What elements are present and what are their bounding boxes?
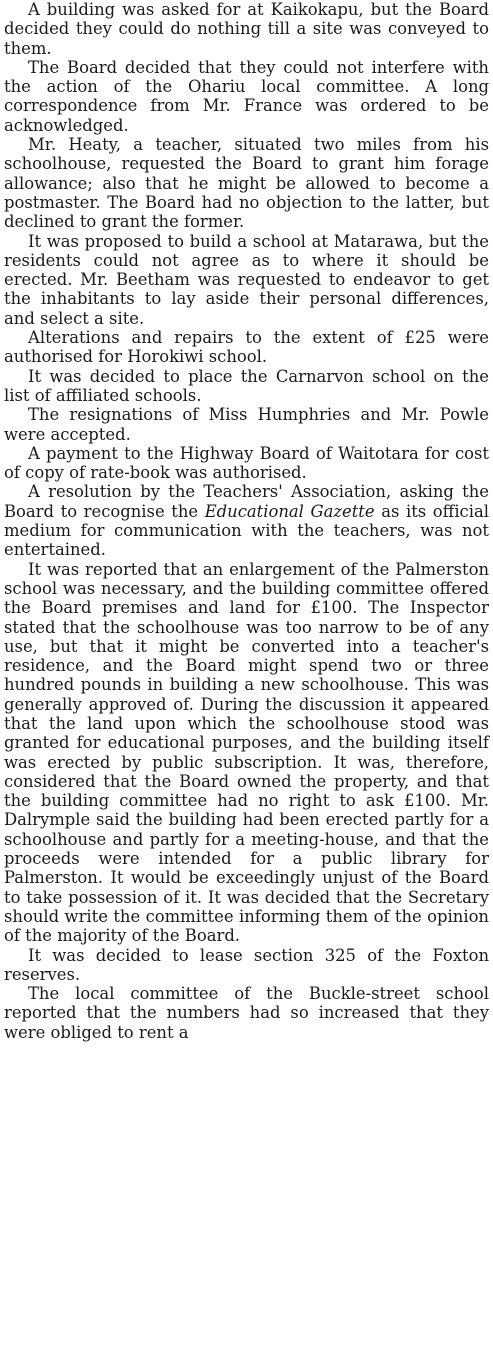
paragraph-resignations: The resignations of Miss Humphries and Mr. Powle were accepted.: [4, 405, 489, 444]
paragraph-horokiwi-repairs: Alterations and repairs to the extent of £25 were authorised for Horokiwi school.: [4, 328, 489, 367]
paragraph-heaty-forage: Mr. Heaty, a teacher, situated two miles from his schoolhouse, requested the Board to grant him forage allowance; also that he might be allowed to become a postmaster. The Board had no objection to the latter, but declined to grant the former.: [4, 135, 489, 232]
teachers-association-text-before: A resolution by the Teachers' Association, asking the Board to recognise the: [4, 482, 489, 521]
paragraph-foxton-reserves: It was decided to lease section 325 of the Foxton reserves.: [4, 945, 489, 984]
educational-gazette-title: Educational Gazette: [204, 501, 375, 521]
paragraph-palmerston-school: It was reported that an enlargement of the Palmerston school was necessary, and the building committee offered the Board premises and land for £100. The Inspector stated that the schoolhouse was too narrow to be of any use, but that it might be converted into a teacher's residence, and the Board might spend two or three hundred pounds in building a new schoolhouse. This was generally approved of. During the discussion it appeared that the land upon which the schoolhouse stood was granted for educational purposes, and the building itself was erected by public subscription. It was, therefore, considered that the Board owned the property, and that the building committee had no right to ask £100. Mr. Dalrymple said the building had been erected partly for a schoolhouse and partly for a meeting-house, and that the proceeds were intended for a public library for Palmerston. It would be exceedingly unjust of the Board to take possession of it. It was decided that the Secretary should write the committee informing them of the opinion of the majority of the Board.: [4, 559, 489, 946]
paragraph-teachers-association: [4, 482, 489, 559]
paragraph-buckle-street: The local committee of the Buckle-street school reported that the numbers had so increased that they were obliged to rent a: [4, 984, 489, 1042]
paragraph-kaikokapu-building: A building was asked for at Kaikokapu, but the Board decided they could do nothing till a site was conveyed to them.: [4, 0, 489, 58]
paragraph-carnarvon-school: It was decided to place the Carnarvon school on the list of affiliated schools.: [4, 366, 489, 405]
paragraph-matarawa-school: It was proposed to build a school at Matarawa, but the residents could not agree as to where it should be erected. Mr. Beetham was requested to endeavor to get the inhabitants to lay aside their personal differences, and select a site.: [4, 231, 489, 328]
paragraph-ohariu-committee: The Board decided that they could not interfere with the action of the Ohariu local committee. A long correspondence from Mr. France was ordered to be acknowledged.: [4, 57, 489, 135]
teachers-association-text-after: as its official medium for communication with the teachers, was not entertained.: [4, 501, 489, 560]
paragraph-waitotara-payment: A payment to the Highway Board of Waitotara for cost of copy of rate-book was authorised.: [4, 443, 489, 483]
